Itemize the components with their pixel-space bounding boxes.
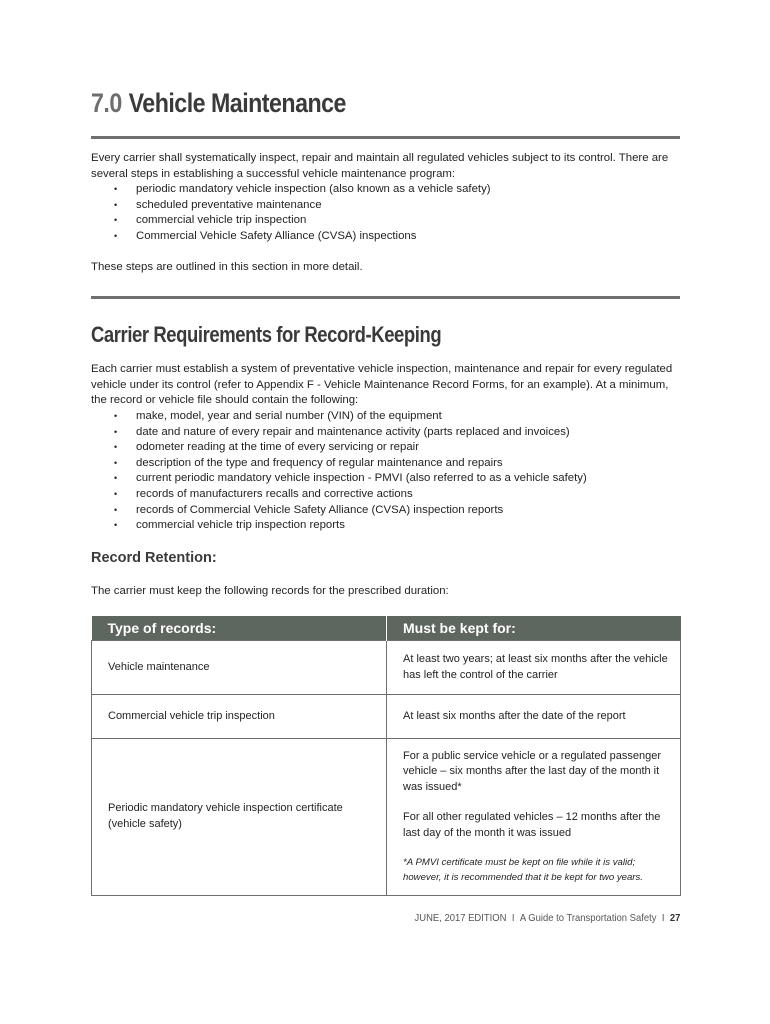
duration-cell: At least six months after the date of the report bbox=[387, 695, 681, 739]
list-item: • description of the type and frequency of regular maintenance and repairs bbox=[91, 456, 587, 472]
retention-intro: The carrier must keep the following records for the prescribed duration: bbox=[91, 585, 449, 597]
footer-separator: I bbox=[511, 912, 515, 924]
record-type-cell: Periodic mandatory vehicle inspection certificate (vehicle safety) bbox=[92, 739, 387, 896]
section-heading bbox=[91, 88, 346, 119]
list-item: • periodic mandatory vehicle inspection (also known as a vehicle safety) bbox=[91, 182, 491, 198]
maintenance-steps-list bbox=[91, 182, 491, 244]
retention-table bbox=[91, 616, 681, 896]
table-row bbox=[92, 641, 681, 695]
heading-rule bbox=[91, 136, 680, 139]
list-item: • date and nature of every repair and maintenance activity (parts replaced and invoices) bbox=[91, 425, 587, 441]
guide-title: A Guide to Transportation Safety bbox=[519, 912, 657, 924]
list-item: • commercial vehicle trip inspection reports bbox=[91, 518, 587, 534]
list-item: • current periodic mandatory vehicle inspection - PMVI (also referred to as a vehicle safety) bbox=[91, 471, 587, 487]
list-item: • scheduled preventative maintenance bbox=[91, 198, 491, 214]
record-contents-list bbox=[91, 409, 587, 534]
list-item: • odometer reading at the time of every servicing or repair bbox=[91, 440, 587, 456]
list-item: • records of Commercial Vehicle Safety Alliance (CVSA) inspection reports bbox=[91, 503, 587, 519]
duration-cell bbox=[387, 739, 681, 896]
carrier-requirements-heading: Carrier Requirements for Record-Keeping bbox=[91, 322, 442, 347]
list-item: • commercial vehicle trip inspection bbox=[91, 213, 491, 229]
duration-passenger-vehicle: For a public service vehicle or a regulated passenger vehicle – six months after the last day of the month it was issued* bbox=[403, 749, 662, 793]
column-header-duration: Must be kept for: bbox=[387, 616, 681, 641]
carrier-intro: Each carrier must establish a system of preventative vehicle inspection, maintenance and repair for every regulated vehicle under its control (refer to Appendix F - Vehicle Maintenance Record Forms, for an example). At a minimum, the record or vehicle file should contain the following: bbox=[91, 363, 673, 407]
pmvi-note: *A PMVI certificate must be kept on file while it is valid; however, it is recommended that it be kept for two years. bbox=[403, 857, 643, 884]
table-header-row bbox=[92, 616, 681, 641]
column-header-type: Type of records: bbox=[92, 616, 387, 641]
section-rule bbox=[91, 296, 680, 299]
footer-separator: I bbox=[661, 912, 665, 924]
table-row bbox=[92, 695, 681, 739]
record-type-cell: Vehicle maintenance bbox=[92, 641, 387, 695]
duration-other-vehicles: For all other regulated vehicles – 12 months after the last day of the month it was issued bbox=[403, 811, 661, 839]
section-intro: Every carrier shall systematically inspect, repair and maintain all regulated vehicles subject to its control. There are several steps in establishing a successful vehicle maintenance program: bbox=[91, 152, 669, 180]
section-number: 7.0 bbox=[91, 88, 122, 118]
duration-cell: At least two years; at least six months after the vehicle has left the control of the carrier bbox=[387, 641, 681, 695]
table-row bbox=[92, 739, 681, 896]
page-footer bbox=[414, 912, 680, 924]
list-item: • make, model, year and serial number (VIN) of the equipment bbox=[91, 409, 587, 425]
edition-label: JUNE, 2017 EDITION bbox=[414, 912, 507, 924]
list-item: • records of manufacturers recalls and corrective actions bbox=[91, 487, 587, 503]
record-retention-heading: Record Retention: bbox=[91, 550, 217, 566]
list-item: • Commercial Vehicle Safety Alliance (CVSA) inspections bbox=[91, 229, 491, 245]
record-type-cell: Commercial vehicle trip inspection bbox=[92, 695, 387, 739]
page-number: 27 bbox=[669, 912, 680, 924]
section-outro: These steps are outlined in this section in more detail. bbox=[91, 261, 363, 273]
section-title: Vehicle Maintenance bbox=[128, 88, 346, 118]
